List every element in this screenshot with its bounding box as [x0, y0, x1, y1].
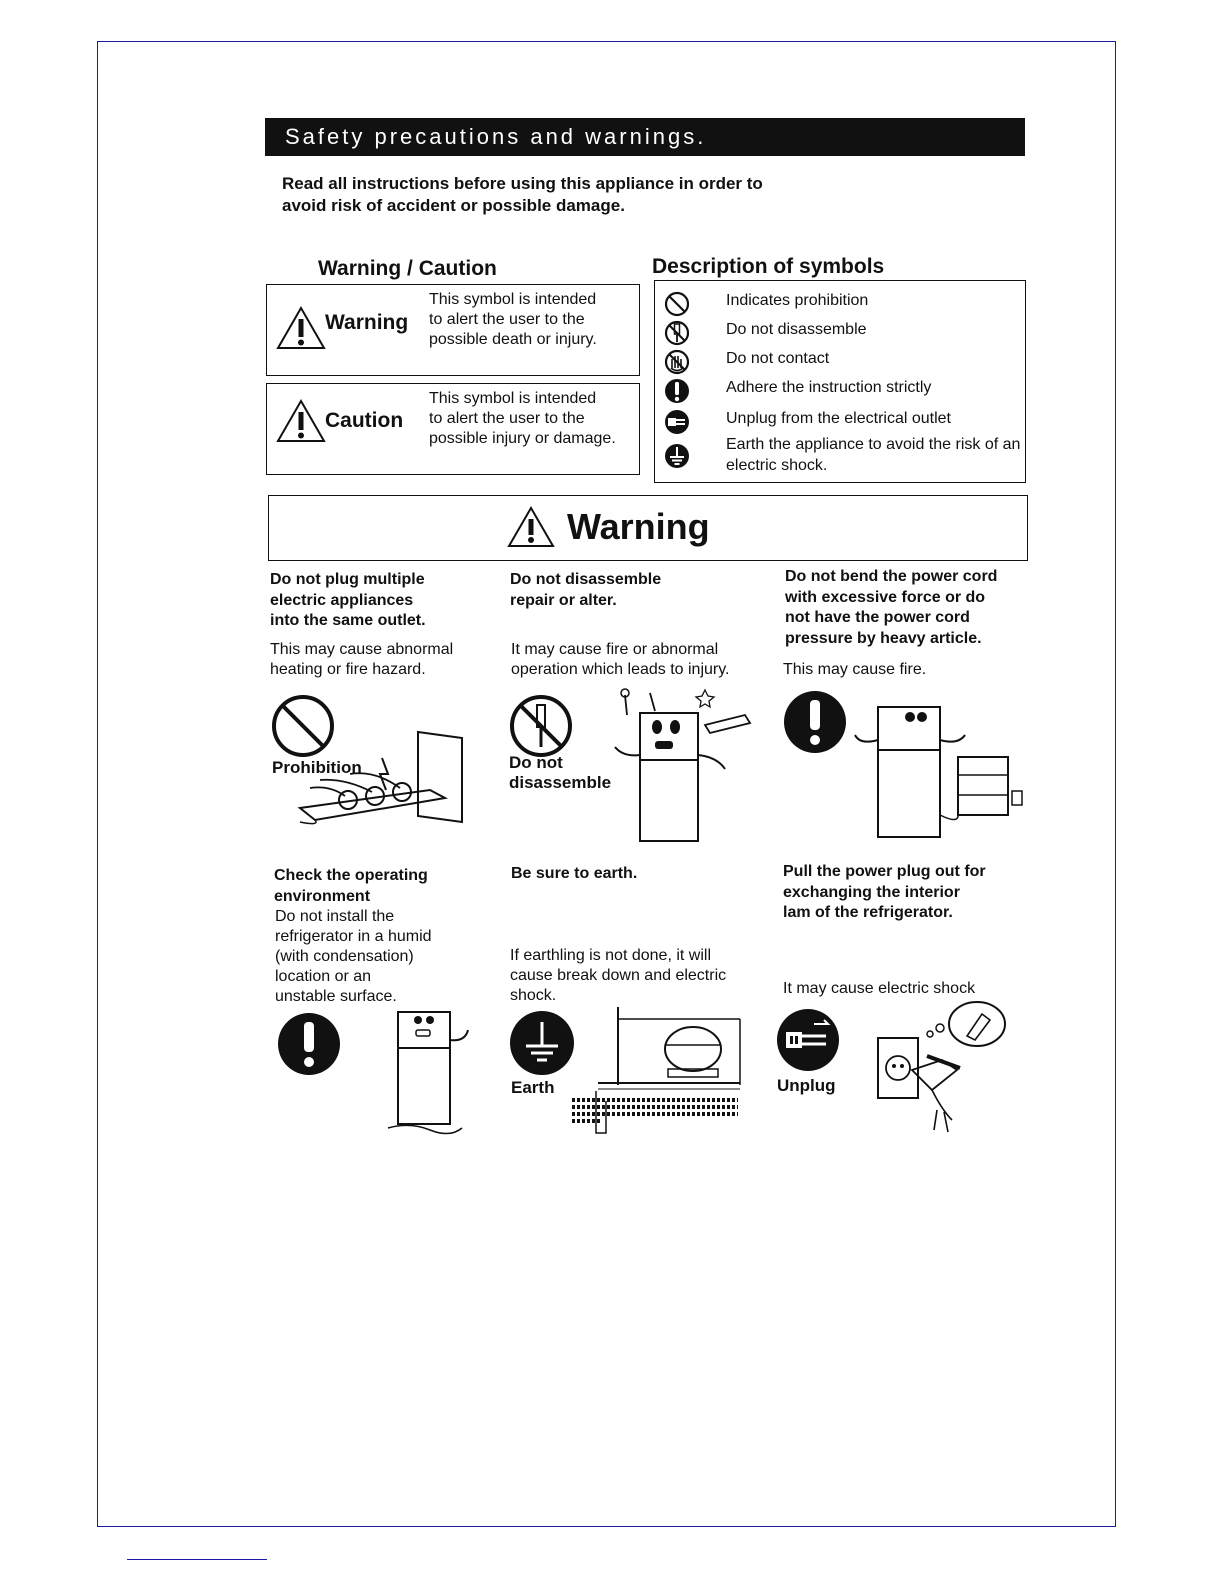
symbol-text: Unplug from the electrical outlet	[726, 410, 951, 427]
caution-description	[429, 389, 644, 449]
item-text-line: (with condensation)	[275, 948, 414, 965]
prohibition-icon	[663, 290, 691, 318]
item-title-line: electric appliances	[270, 591, 414, 609]
warning-caution-heading: Warning / Caution	[318, 257, 497, 280]
item-title-line: exchanging the interior	[783, 883, 960, 901]
warning-desc-line: possible death or injury.	[429, 331, 597, 348]
item-title-line: Do not disassemble	[510, 571, 662, 588]
item-text-line: This may cause fire.	[783, 661, 927, 678]
symbol-text: Do not contact	[726, 350, 830, 367]
item-text-line: It may cause electric shock	[783, 980, 976, 997]
item-title	[785, 567, 997, 649]
item-text	[783, 660, 926, 680]
item-title	[274, 866, 428, 907]
item-text	[275, 907, 432, 1007]
picture-label-line: Earth	[511, 1078, 555, 1097]
item-title-line: Pull the power plug out for	[783, 863, 986, 880]
warning-triangle-icon	[275, 305, 327, 351]
item-title	[783, 862, 986, 924]
caution-definition-box	[266, 383, 640, 475]
no-disassemble-label	[509, 753, 611, 793]
item-text	[783, 979, 975, 999]
symbol-row-prohibition	[663, 290, 1026, 318]
no-disassemble-icon	[508, 693, 574, 759]
earth-label	[511, 1078, 554, 1098]
caution-desc-line: to alert the user to the	[429, 410, 585, 427]
item-text-line: operation which leads to injury.	[511, 661, 730, 678]
symbol-text: Do not disassemble	[726, 321, 867, 338]
item-text	[511, 640, 730, 680]
item-title-line: into the same outlet.	[270, 612, 426, 629]
adhere-instruction-icon	[277, 1012, 341, 1076]
intro-line-2: avoid risk of accident or possible damage.	[282, 196, 625, 215]
item-text-line: If earthling is not done, it will	[510, 947, 711, 964]
intro-line-1: Read all instructions before using this appliance in order to	[282, 174, 763, 193]
refrigerator-disassemble-illustration	[605, 685, 755, 845]
item-title-line: Be sure to earth.	[511, 865, 638, 882]
item-text-line: This may cause abnormal	[270, 641, 454, 658]
item-title-line: lam of the refrigerator.	[783, 904, 953, 921]
item-title	[510, 570, 661, 611]
item-title-line: environment	[274, 887, 371, 905]
item-title	[270, 570, 426, 632]
item-title-line: not have the power cord	[785, 609, 970, 626]
symbol-row-adhere-instruction	[663, 377, 1026, 405]
caution-label: Caution	[325, 409, 404, 432]
page-title: Safety precautions and warnings.	[265, 118, 1025, 156]
item-title	[511, 864, 637, 885]
footer-rule	[127, 1559, 267, 1560]
caution-triangle-icon	[275, 398, 327, 444]
caution-desc-line: This symbol is intended	[429, 390, 597, 407]
item-text-line: unstable surface.	[275, 988, 397, 1005]
power-strip-illustration	[290, 730, 465, 830]
refrigerator-humid-illustration	[380, 1000, 475, 1140]
item-text	[270, 640, 453, 680]
no-disassemble-icon	[663, 319, 691, 347]
symbol-row-unplug	[663, 408, 1026, 436]
refrigerator-power-cord-illustration	[850, 695, 1030, 845]
item-title-line: pressure by heavy article.	[785, 629, 982, 647]
item-text-line: It may cause fire or abnormal	[511, 641, 719, 658]
item-text-line: Do not install the	[275, 908, 395, 925]
warning-label: Warning	[325, 311, 409, 334]
unplug-label	[777, 1076, 836, 1096]
item-text-line: location or an	[275, 968, 372, 985]
warning-description	[429, 290, 644, 350]
warning-banner-label: Warning	[567, 506, 710, 547]
symbol-text: Earth the appliance to avoid the risk of an electric shock.	[726, 436, 1021, 474]
warning-definition-box	[266, 284, 640, 376]
item-text-line: heating or fire hazard.	[270, 661, 426, 678]
symbol-row-no-disassemble	[663, 319, 1026, 347]
symbol-row-no-contact	[663, 348, 1026, 376]
earth-icon	[663, 442, 691, 470]
symbols-box	[654, 280, 1026, 483]
outlet-unplug-illustration	[872, 1000, 1012, 1135]
picture-label-line: Prohibition	[272, 758, 362, 777]
earth-icon	[509, 1010, 575, 1076]
item-text-line: shock.	[510, 987, 557, 1004]
symbol-text: Indicates prohibition	[726, 292, 869, 309]
picture-label-line: Unplug	[777, 1076, 836, 1095]
warning-triangle-icon	[507, 506, 555, 548]
unplug-icon	[776, 1008, 840, 1072]
symbol-row-earth	[663, 434, 1021, 476]
adhere-instruction-icon	[783, 690, 847, 754]
item-text-line: cause break down and electric	[510, 967, 727, 984]
picture-label-line: disassemble	[509, 773, 612, 792]
item-text-line: refrigerator in a humid	[275, 928, 432, 945]
picture-label-line: Do not	[509, 753, 563, 772]
caution-desc-line: possible injury or damage.	[429, 430, 616, 447]
item-title-line: repair or alter.	[510, 591, 617, 609]
item-title-line: Check the operating	[274, 867, 428, 884]
item-text	[510, 946, 726, 1006]
intro-text	[282, 173, 882, 217]
symbol-text: Adhere the instruction strictly	[726, 379, 932, 396]
compressor-earthing-illustration	[568, 1005, 743, 1135]
warning-desc-line: to alert the user to the	[429, 311, 585, 328]
warning-desc-line: This symbol is intended	[429, 291, 597, 308]
no-contact-icon	[663, 348, 691, 376]
symbols-heading: Description of symbols	[652, 255, 885, 278]
warning-banner	[268, 495, 1028, 561]
unplug-icon	[663, 408, 691, 436]
adhere-instruction-icon	[663, 377, 691, 405]
item-title-line: with excessive force or do	[785, 588, 986, 606]
item-title-line: Do not bend the power cord	[785, 568, 998, 585]
item-title-line: Do not plug multiple	[270, 571, 425, 588]
